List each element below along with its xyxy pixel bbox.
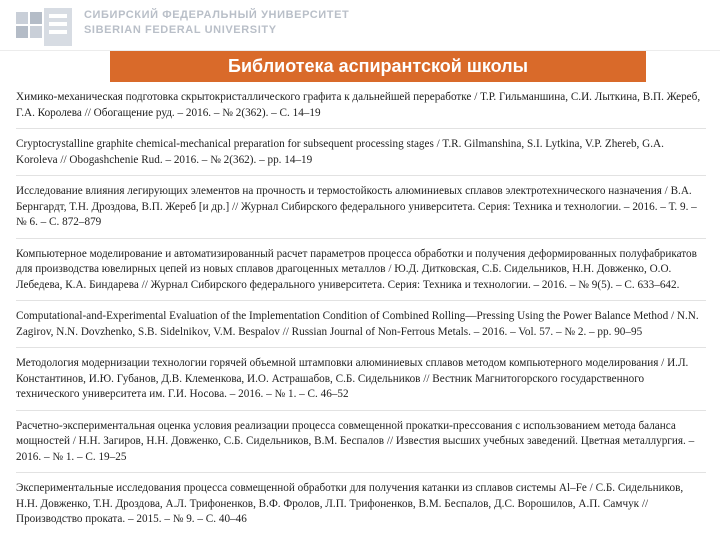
divider — [16, 175, 706, 176]
university-emblem-icon — [14, 6, 76, 50]
reference-item: Компьютерное моделирование и автоматизированный расчет параметров процесса обработки и получения деформированных полуфабрикатов для производства ювелирных цепей из новых сплавов драгоценных металлов / Ю.Д. Дитковская, С.Б. Сидельников, Н.Н. Довженко, О.О. Лебедева, К.А. Биндарева // Журнал Сибирского федерального университета. Серия: Техника и технологии. – 2016. – № 9(5). – С. 633–642. — [16, 247, 697, 291]
reference-item: Cryptocrystalline graphite chemical-mechanical preparation for subsequent processing stages / T.R. Gilmanshina, S.I. Lytkina, V.P. Zhereb, G.A. Koroleva // Obogashchenie Rud. – 2016. – № 2(362). – pp. 14–19 — [16, 138, 664, 166]
reference-item: Исследование влияния легирующих элементов на прочность и термостойкость алюминиевых сплавов электротехнического назначения / В.А. Бернгардт, Т.Н. Дроздова, В.П. Жереб [и др.] // Журнал Сибирского федерального университета. Серия: Техника и технологии. – 2016. – Т. 9. – № 6. – С. 872–879 — [16, 185, 697, 228]
university-name-ru: СИБИРСКИЙ ФЕДЕРАЛЬНЫЙ УНИВЕРСИТЕТ — [84, 9, 350, 21]
university-name-en: SIBERIAN FEDERAL UNIVERSITY — [84, 24, 277, 36]
divider — [16, 347, 706, 348]
university-name — [84, 8, 349, 38]
reference-item: Computational-and-Experimental Evaluation of the Implementation Condition of Combined Rolling—Pressing Using the Power Balance Method / N.N. Zagirov, N.N. Dovzhenko, S.B. Sidelnikov, V.M. Bespalov // Russian Journal of Non-Ferrous Metals. – 2016. – Vol. 57. – № 2. – pp. 90–95 — [16, 310, 699, 338]
reference-item: Экспериментальные исследования процесса совмещенной обработки для получения катанки из сплавов системы Al–Fe / С.Б. Сидельников, Н.Н. Довженко, Т.Н. Дроздова, А.Л. Трифоненков, В.Ф. Фролов, Л.П. Трифоненков, В.М. Беспалов, Д.С. Ворошилов, А.П. Самчук // Производство проката. – 2015. – № 9. – С. 40–46 — [16, 482, 684, 525]
university-logo — [6, 4, 350, 50]
divider — [16, 128, 706, 129]
divider — [16, 410, 706, 411]
reference-list — [16, 90, 706, 528]
reference-item: Методология модернизации технологии горячей объемной штамповки алюминиевых сплавов методом компьютерного моделирования / И.Л. Константинов, И.Ю. Губанов, Д.В. Клеменкова, И.О. Астрашабов, С.Б. Сидельников // Вестник Магнитогорского государственного технического университета им. Г.И. Носова. – 2016. – № 1. – С. 46–52 — [16, 357, 689, 400]
divider — [16, 238, 706, 239]
divider — [16, 300, 706, 301]
page-title: Библиотека аспирантской школы — [110, 51, 646, 82]
reference-item: Расчетно-экспериментальная оценка условия реализации процесса совмещенной прокатки-прессования с использованием метода баланса мощностей / Н.Н. Загиров, Н.Н. Довженко, С.Б. Сидельников, В.М. Беспалов // Известия высших учебных заведений. Цветная металлургия. – 2016. – № 1. – С. 19–25 — [16, 419, 695, 463]
divider — [16, 472, 706, 473]
reference-item: Химико-механическая подготовка скрытокристаллического графита к дальнейшей переработке / Т.Р. Гильманшина, С.И. Лыткина, В.П. Жереб, Г.А. Королева // Обогащение руд. – 2016. – № 2(362). – С. 14–19 — [16, 91, 701, 119]
